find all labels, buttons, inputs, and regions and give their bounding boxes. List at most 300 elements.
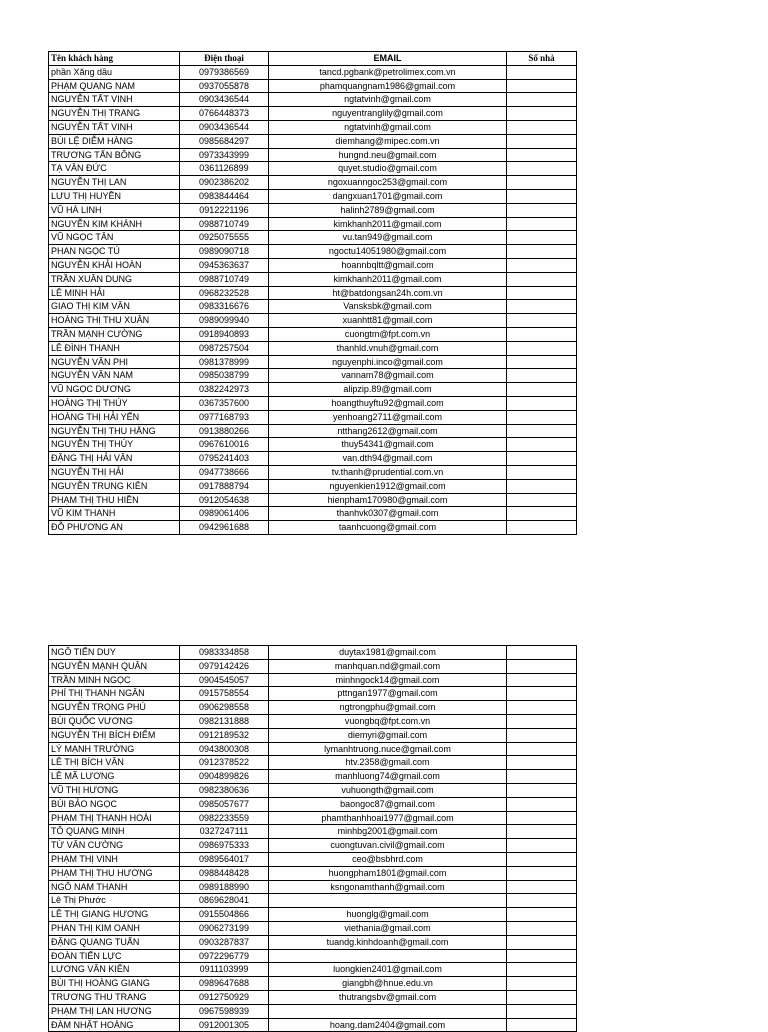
email-cell bbox=[269, 949, 507, 963]
phone-cell: 0988710749 bbox=[180, 272, 269, 286]
address-cell bbox=[507, 79, 577, 93]
table-row bbox=[49, 424, 577, 438]
phone-cell: 0869628041 bbox=[180, 894, 269, 908]
phone-cell: 0947738666 bbox=[180, 465, 269, 479]
customer-name-cell: LÊ ĐÌNH THANH bbox=[49, 341, 180, 355]
table-row bbox=[49, 314, 577, 328]
address-cell bbox=[507, 189, 577, 203]
email-cell: huongpham1801@gmail.com bbox=[269, 866, 507, 880]
address-cell bbox=[507, 839, 577, 853]
address-cell bbox=[507, 162, 577, 176]
address-cell bbox=[507, 396, 577, 410]
email-cell: dangxuan1701@gmail.com bbox=[269, 189, 507, 203]
address-cell bbox=[507, 770, 577, 784]
customer-name-cell: PHẠM THỊ THU HƯƠNG bbox=[49, 866, 180, 880]
address-cell bbox=[507, 908, 577, 922]
customer-name-cell: LÊ MINH HẢI bbox=[49, 286, 180, 300]
address-cell bbox=[507, 866, 577, 880]
email-cell: ngtatvinh@gmail.com bbox=[269, 93, 507, 107]
address-cell bbox=[507, 894, 577, 908]
email-cell: vuongbq@fpt.com.vn bbox=[269, 714, 507, 728]
phone-cell: 0361126899 bbox=[180, 162, 269, 176]
email-cell: thuy54341@gmail.com bbox=[269, 438, 507, 452]
phone-cell: 0945363637 bbox=[180, 258, 269, 272]
email-cell: Vansksbk@gmail.com bbox=[269, 300, 507, 314]
phone-cell: 0912221196 bbox=[180, 203, 269, 217]
customer-name-cell: BÙI QUỐC VƯƠNG bbox=[49, 714, 180, 728]
address-cell bbox=[507, 231, 577, 245]
customer-name-cell: NGÔ NAM THANH bbox=[49, 880, 180, 894]
table-row bbox=[49, 949, 577, 963]
email-cell: baongoc87@gmail.com bbox=[269, 797, 507, 811]
phone-cell: 0904899826 bbox=[180, 770, 269, 784]
address-cell bbox=[507, 438, 577, 452]
email-cell: hoannbqltt@gmail.com bbox=[269, 258, 507, 272]
table-row bbox=[49, 355, 577, 369]
table-row bbox=[49, 977, 577, 991]
table-row bbox=[49, 770, 577, 784]
customer-name-cell: TẠ VĂN ĐỨC bbox=[49, 162, 180, 176]
email-cell: vuhuongth@gmail.com bbox=[269, 783, 507, 797]
phone-cell: 0912054638 bbox=[180, 493, 269, 507]
address-cell bbox=[507, 272, 577, 286]
table-row bbox=[49, 701, 577, 715]
customer-name-cell: NGUYỄN THỊ TRANG bbox=[49, 107, 180, 121]
table-row bbox=[49, 521, 577, 535]
email-cell: phamthanhhoai1977@gmail.com bbox=[269, 811, 507, 825]
address-cell bbox=[507, 203, 577, 217]
address-cell bbox=[507, 646, 577, 660]
address-cell bbox=[507, 797, 577, 811]
email-cell: ngoctu14051980@gmail.com bbox=[269, 245, 507, 259]
address-cell bbox=[507, 811, 577, 825]
phone-cell: 0903436544 bbox=[180, 93, 269, 107]
email-cell: hungnd.neu@gmail.com bbox=[269, 148, 507, 162]
customer-name-cell: PHÍ THỊ THANH NGÂN bbox=[49, 687, 180, 701]
phone-cell: 0989061406 bbox=[180, 507, 269, 521]
address-cell bbox=[507, 107, 577, 121]
address-cell bbox=[507, 410, 577, 424]
email-cell: quyet.studio@gmail.com bbox=[269, 162, 507, 176]
address-cell bbox=[507, 148, 577, 162]
customer-name-cell: PHẠM THỊ THANH HOÀI bbox=[49, 811, 180, 825]
phone-cell: 0989647688 bbox=[180, 977, 269, 991]
phone-cell: 0915504866 bbox=[180, 908, 269, 922]
customer-name-cell: ĐÀM NHẬT HOÀNG bbox=[49, 1018, 180, 1032]
customer-name-cell: LƯU THỊ HUYỀN bbox=[49, 189, 180, 203]
table-row bbox=[49, 258, 577, 272]
address-cell bbox=[507, 134, 577, 148]
customer-name-cell: NGUYỄN TẤT VINH bbox=[49, 120, 180, 134]
email-cell: manhluong74@gmail.com bbox=[269, 770, 507, 784]
table-row bbox=[49, 894, 577, 908]
customer-name-cell: NGUYỄN MẠNH QUÂN bbox=[49, 659, 180, 673]
address-cell bbox=[507, 65, 577, 79]
table-row bbox=[49, 438, 577, 452]
customer-name-cell: NGUYỄN KIM KHÁNH bbox=[49, 217, 180, 231]
customer-name-cell: HOÀNG THỊ THU XUÂN bbox=[49, 314, 180, 328]
header-phone: Điện thoại bbox=[180, 52, 269, 66]
table-row bbox=[49, 646, 577, 660]
customer-table-2 bbox=[48, 645, 577, 1032]
phone-cell: 0766448373 bbox=[180, 107, 269, 121]
address-cell bbox=[507, 479, 577, 493]
customer-name-cell: HOÀNG THỊ THÚY bbox=[49, 396, 180, 410]
phone-cell: 0983334858 bbox=[180, 646, 269, 660]
table-row bbox=[49, 383, 577, 397]
address-cell bbox=[507, 93, 577, 107]
phone-cell: 0983316676 bbox=[180, 300, 269, 314]
phone-cell: 0968232528 bbox=[180, 286, 269, 300]
email-cell: kimkhanh2011@gmail.com bbox=[269, 217, 507, 231]
email-cell: vannam78@gmail.com bbox=[269, 369, 507, 383]
phone-cell: 0917888794 bbox=[180, 479, 269, 493]
customer-name-cell: NGUYỄN THỊ THÚY bbox=[49, 438, 180, 452]
address-cell bbox=[507, 452, 577, 466]
email-cell: thutrangsbv@gmail.com bbox=[269, 990, 507, 1004]
customer-name-cell: PHẠM THỊ LAN HƯƠNG bbox=[49, 1004, 180, 1018]
customer-name-cell: ĐỖ PHƯƠNG AN bbox=[49, 521, 180, 535]
table-row bbox=[49, 162, 577, 176]
email-cell: tuandg.kinhdoanh@gmail.com bbox=[269, 935, 507, 949]
table-row bbox=[49, 742, 577, 756]
customer-name-cell: PHẠM THỊ THU HIỀN bbox=[49, 493, 180, 507]
customer-name-cell: NGUYỄN THỊ HẢI bbox=[49, 465, 180, 479]
phone-cell: 0904545057 bbox=[180, 673, 269, 687]
address-cell bbox=[507, 258, 577, 272]
email-cell: tv.thanh@prudential.com.vn bbox=[269, 465, 507, 479]
table-row bbox=[49, 1004, 577, 1018]
email-cell: cuongtuvan.civil@gmail.com bbox=[269, 839, 507, 853]
address-cell bbox=[507, 300, 577, 314]
email-cell: diemhang@mipec.com.vn bbox=[269, 134, 507, 148]
table-row bbox=[49, 921, 577, 935]
customer-name-cell: NGUYỄN THỊ LAN bbox=[49, 176, 180, 190]
customer-name-cell: BÙI BẢO NGỌC bbox=[49, 797, 180, 811]
header-address: Số nhà bbox=[507, 52, 577, 66]
phone-cell: 0382242973 bbox=[180, 383, 269, 397]
address-cell bbox=[507, 424, 577, 438]
table-row bbox=[49, 189, 577, 203]
customer-name-cell: NGUYỄN TRUNG KIÊN bbox=[49, 479, 180, 493]
table-row bbox=[49, 852, 577, 866]
email-cell: kimkhanh2011@gmail.com bbox=[269, 272, 507, 286]
address-cell bbox=[507, 341, 577, 355]
phone-cell: 0988710749 bbox=[180, 217, 269, 231]
table-row bbox=[49, 714, 577, 728]
customer-name-cell: LÝ MẠNH TRƯỜNG bbox=[49, 742, 180, 756]
email-cell: duytax1981@gmail.com bbox=[269, 646, 507, 660]
phone-cell: 0943800308 bbox=[180, 742, 269, 756]
email-cell: ksngonamthanh@gmail.com bbox=[269, 880, 507, 894]
customer-name-cell: LÊ THỊ GIANG HƯƠNG bbox=[49, 908, 180, 922]
table-row bbox=[49, 493, 577, 507]
phone-cell: 0987257504 bbox=[180, 341, 269, 355]
customer-name-cell: PHAN THỊ KIM OANH bbox=[49, 921, 180, 935]
address-cell bbox=[507, 507, 577, 521]
email-cell bbox=[269, 1004, 507, 1018]
table-row bbox=[49, 479, 577, 493]
phone-cell: 0982233559 bbox=[180, 811, 269, 825]
email-cell bbox=[269, 894, 507, 908]
address-cell bbox=[507, 1004, 577, 1018]
phone-cell: 0906298558 bbox=[180, 701, 269, 715]
address-cell bbox=[507, 949, 577, 963]
customer-name-cell: VŨ NGỌC TÂN bbox=[49, 231, 180, 245]
customer-name-cell: TÔ QUANG MINH bbox=[49, 825, 180, 839]
address-cell bbox=[507, 701, 577, 715]
table-row bbox=[49, 908, 577, 922]
phone-cell: 0967610016 bbox=[180, 438, 269, 452]
customer-name-cell: NGUYỄN VĂN PHI bbox=[49, 355, 180, 369]
address-cell bbox=[507, 493, 577, 507]
email-cell: tancd.pgbank@petrolimex.com.vn bbox=[269, 65, 507, 79]
email-cell: pttngan1977@gmail.com bbox=[269, 687, 507, 701]
table-row bbox=[49, 107, 577, 121]
table-row bbox=[49, 396, 577, 410]
table-row bbox=[49, 990, 577, 1004]
email-cell: yenhoang2711@gmail.com bbox=[269, 410, 507, 424]
phone-cell: 0912189532 bbox=[180, 728, 269, 742]
customer-name-cell: ĐẶNG QUANG TUẤN bbox=[49, 935, 180, 949]
customer-name-cell: NGUYỄN VĂN NAM bbox=[49, 369, 180, 383]
email-cell: ht@batdongsan24h.com.vn bbox=[269, 286, 507, 300]
customer-name-cell: PHAN NGỌC TÚ bbox=[49, 245, 180, 259]
customer-name-cell: TỪ VĂN CƯỜNG bbox=[49, 839, 180, 853]
email-cell: hoangthuyftu92@gmail.com bbox=[269, 396, 507, 410]
phone-cell: 0906273199 bbox=[180, 921, 269, 935]
table-row bbox=[49, 369, 577, 383]
customer-name-cell: NGUYỄN TRỌNG PHÚ bbox=[49, 701, 180, 715]
customer-name-cell: TRẦN XUÂN DUNG bbox=[49, 272, 180, 286]
address-cell bbox=[507, 714, 577, 728]
phone-cell: 0911103999 bbox=[180, 963, 269, 977]
email-cell: ngtatvinh@gmail.com bbox=[269, 120, 507, 134]
address-cell bbox=[507, 825, 577, 839]
customer-name-cell: NGUYỄN THỊ BÍCH ĐIỂM bbox=[49, 728, 180, 742]
email-cell: van.dth94@gmail.com bbox=[269, 452, 507, 466]
phone-cell: 0327247111 bbox=[180, 825, 269, 839]
address-cell bbox=[507, 783, 577, 797]
table-row bbox=[49, 756, 577, 770]
table-row bbox=[49, 79, 577, 93]
customer-name-cell: NGUYỄN TẤT VINH bbox=[49, 93, 180, 107]
table-row bbox=[49, 935, 577, 949]
customer-name-cell: BÙI THỊ HOÀNG GIANG bbox=[49, 977, 180, 991]
email-cell: hienpham170980@gmail.com bbox=[269, 493, 507, 507]
table-row bbox=[49, 673, 577, 687]
phone-cell: 0367357600 bbox=[180, 396, 269, 410]
phone-cell: 0912750929 bbox=[180, 990, 269, 1004]
email-cell: manhquan.nd@gmail.com bbox=[269, 659, 507, 673]
phone-cell: 0795241403 bbox=[180, 452, 269, 466]
phone-cell: 0982131888 bbox=[180, 714, 269, 728]
address-cell bbox=[507, 673, 577, 687]
phone-cell: 0902386202 bbox=[180, 176, 269, 190]
phone-cell: 0979142426 bbox=[180, 659, 269, 673]
table-row bbox=[49, 93, 577, 107]
address-cell bbox=[507, 1018, 577, 1032]
customer-name-cell: ĐOÀN TIẾN LỰC bbox=[49, 949, 180, 963]
table-row bbox=[49, 880, 577, 894]
customer-name-cell: GIAO THỊ KIM VÂN bbox=[49, 300, 180, 314]
address-cell bbox=[507, 921, 577, 935]
email-cell: cuongtm@fpt.com.vn bbox=[269, 327, 507, 341]
table-row bbox=[49, 797, 577, 811]
address-cell bbox=[507, 245, 577, 259]
address-cell bbox=[507, 659, 577, 673]
table-row bbox=[49, 465, 577, 479]
table-row bbox=[49, 148, 577, 162]
table-row bbox=[49, 963, 577, 977]
email-cell: lymanhtruong.nuce@gmail.com bbox=[269, 742, 507, 756]
table-row bbox=[49, 728, 577, 742]
phone-cell: 0989099940 bbox=[180, 314, 269, 328]
customer-table-1 bbox=[48, 51, 577, 535]
table-row bbox=[49, 811, 577, 825]
phone-cell: 0985684297 bbox=[180, 134, 269, 148]
email-cell: viethania@gmail.com bbox=[269, 921, 507, 935]
customer-name-cell: NGUYỄN THỊ THU HẰNG bbox=[49, 424, 180, 438]
email-cell: nguyentranglily@gmail.com bbox=[269, 107, 507, 121]
phone-cell: 0942961688 bbox=[180, 521, 269, 535]
table-row bbox=[49, 272, 577, 286]
address-cell bbox=[507, 355, 577, 369]
phone-cell: 0989564017 bbox=[180, 852, 269, 866]
email-cell: ceo@bsbhrd.com bbox=[269, 852, 507, 866]
table-row bbox=[49, 134, 577, 148]
phone-cell: 0912001305 bbox=[180, 1018, 269, 1032]
customer-name-cell: VŨ KIM THANH bbox=[49, 507, 180, 521]
email-cell: taanhcuong@gmail.com bbox=[269, 521, 507, 535]
customer-name-cell: LƯƠNG VĂN KIÊN bbox=[49, 963, 180, 977]
customer-name-cell: TRẦN MINH NGỌC bbox=[49, 673, 180, 687]
phone-cell: 0979386569 bbox=[180, 65, 269, 79]
email-cell: diemyri@gmail.com bbox=[269, 728, 507, 742]
email-cell: thanhvk0307@gmail.com bbox=[269, 507, 507, 521]
customer-name-cell: HOÀNG THỊ HẢI YẾN bbox=[49, 410, 180, 424]
address-cell bbox=[507, 742, 577, 756]
table-row bbox=[49, 839, 577, 853]
email-cell: giangbh@hnue.edu.vn bbox=[269, 977, 507, 991]
phone-cell: 0988448428 bbox=[180, 866, 269, 880]
header-email: EMAIL bbox=[269, 52, 507, 66]
address-cell bbox=[507, 935, 577, 949]
table-row bbox=[49, 286, 577, 300]
table-row bbox=[49, 507, 577, 521]
email-cell: minhbg2001@gmail.com bbox=[269, 825, 507, 839]
table-row bbox=[49, 203, 577, 217]
phone-cell: 0967598939 bbox=[180, 1004, 269, 1018]
customer-name-cell: LÊ MÃ LƯƠNG bbox=[49, 770, 180, 784]
address-cell bbox=[507, 176, 577, 190]
table-row bbox=[49, 341, 577, 355]
customer-name-cell: VŨ THỊ HƯƠNG bbox=[49, 783, 180, 797]
phone-cell: 0972296779 bbox=[180, 949, 269, 963]
table-row bbox=[49, 176, 577, 190]
email-cell: htv.2358@gmail.com bbox=[269, 756, 507, 770]
table-row bbox=[49, 65, 577, 79]
email-cell: alipzip.89@gmail.com bbox=[269, 383, 507, 397]
table-row bbox=[49, 410, 577, 424]
customer-name-cell: PHẠM THỊ VINH bbox=[49, 852, 180, 866]
customer-name-cell: Lê Thị Phước bbox=[49, 894, 180, 908]
address-cell bbox=[507, 327, 577, 341]
customer-name-cell: TRẦN MẠNH CƯỜNG bbox=[49, 327, 180, 341]
customer-name-cell: VŨ HÀ LINH bbox=[49, 203, 180, 217]
phone-cell: 0903436544 bbox=[180, 120, 269, 134]
customer-name-cell: TRƯƠNG TẤN BÔNG bbox=[49, 148, 180, 162]
phone-cell: 0915758554 bbox=[180, 687, 269, 701]
address-cell bbox=[507, 880, 577, 894]
email-cell: vu.tan949@gmail.com bbox=[269, 231, 507, 245]
email-cell: huonglg@gmail.com bbox=[269, 908, 507, 922]
phone-cell: 0989188990 bbox=[180, 880, 269, 894]
email-cell: luongkien2401@gmail.com bbox=[269, 963, 507, 977]
address-cell bbox=[507, 383, 577, 397]
email-cell: nguyenkien1912@gmail.com bbox=[269, 479, 507, 493]
address-cell bbox=[507, 687, 577, 701]
phone-cell: 0981378999 bbox=[180, 355, 269, 369]
table-row bbox=[49, 825, 577, 839]
customer-name-cell: PHẠM QUANG NAM bbox=[49, 79, 180, 93]
table-row bbox=[49, 783, 577, 797]
email-cell: minhngock14@gmail.com bbox=[269, 673, 507, 687]
email-cell: halinh2789@gmail.com bbox=[269, 203, 507, 217]
customer-name-cell: ĐẶNG THỊ HẢI VÂN bbox=[49, 452, 180, 466]
email-cell: phamquangnam1986@gmail.com bbox=[269, 79, 507, 93]
table-row bbox=[49, 120, 577, 134]
email-cell: xuanhtt81@gmail.com bbox=[269, 314, 507, 328]
header-name: Tên khách hàng bbox=[49, 52, 180, 66]
address-cell bbox=[507, 963, 577, 977]
phone-cell: 0903287837 bbox=[180, 935, 269, 949]
phone-cell: 0912378522 bbox=[180, 756, 269, 770]
phone-cell: 0913880266 bbox=[180, 424, 269, 438]
phone-cell: 0986975333 bbox=[180, 839, 269, 853]
email-cell: ngoxuanngoc253@gmail.com bbox=[269, 176, 507, 190]
address-cell bbox=[507, 314, 577, 328]
address-cell bbox=[507, 120, 577, 134]
email-cell: ngtrongphu@gmail.com bbox=[269, 701, 507, 715]
email-cell: ntthang2612@gmail.com bbox=[269, 424, 507, 438]
address-cell bbox=[507, 728, 577, 742]
address-cell bbox=[507, 286, 577, 300]
address-cell bbox=[507, 852, 577, 866]
customer-name-cell: BÙI LỆ DIỄM HÀNG bbox=[49, 134, 180, 148]
table-row bbox=[49, 231, 577, 245]
customer-name-cell: LÊ THỊ BÍCH VÂN bbox=[49, 756, 180, 770]
phone-cell: 0985038799 bbox=[180, 369, 269, 383]
phone-cell: 0983844464 bbox=[180, 189, 269, 203]
customer-name-cell: NGÔ TIẾN DUY bbox=[49, 646, 180, 660]
phone-cell: 0982380636 bbox=[180, 783, 269, 797]
table-row bbox=[49, 452, 577, 466]
table-row bbox=[49, 659, 577, 673]
address-cell bbox=[507, 217, 577, 231]
table-row bbox=[49, 1018, 577, 1032]
customer-name-cell: NGUYỄN KHẢI HOÀN bbox=[49, 258, 180, 272]
phone-cell: 0973343999 bbox=[180, 148, 269, 162]
table-row bbox=[49, 866, 577, 880]
phone-cell: 0989090718 bbox=[180, 245, 269, 259]
phone-cell: 0977168793 bbox=[180, 410, 269, 424]
address-cell bbox=[507, 369, 577, 383]
table-row bbox=[49, 300, 577, 314]
customer-name-cell: VŨ NGỌC DƯƠNG bbox=[49, 383, 180, 397]
phone-cell: 0937055878 bbox=[180, 79, 269, 93]
address-cell bbox=[507, 521, 577, 535]
